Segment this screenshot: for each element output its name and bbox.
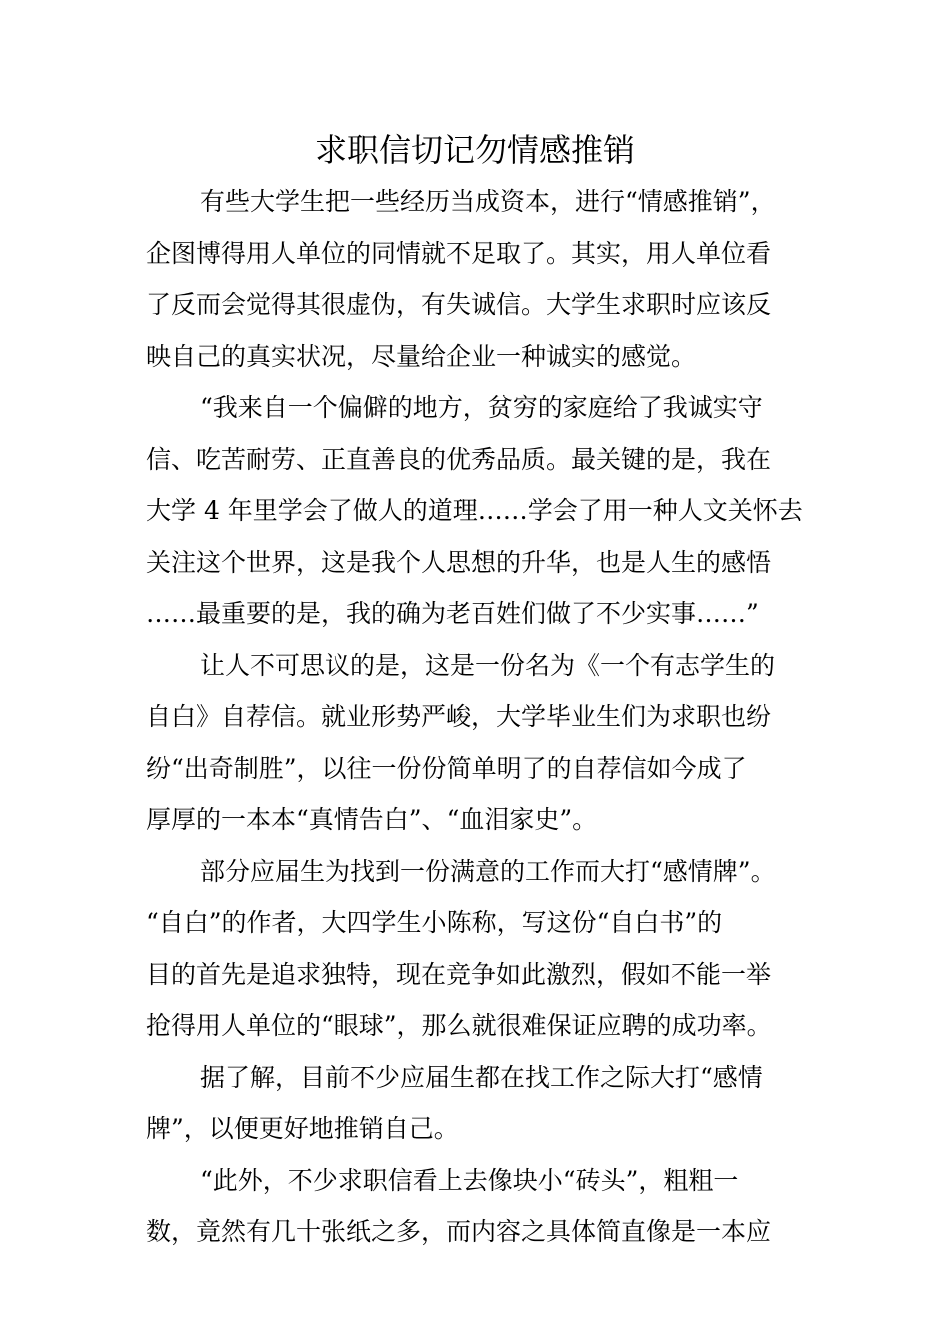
paragraph-1-line-1: 有些大学生把一些经历当成资本，进行“情感推销”， (200, 187, 776, 216)
paragraph-4-line-2: “自白”的作者，大四学生小陈称，写这份“自白书”的 (146, 908, 723, 937)
paragraph-4-line-4: 抢得用人单位的“眼球”，那么就很难保证应聘的成功率。 (146, 1011, 772, 1040)
paragraph-6-line-2: 数，竟然有几十张纸之多，而内容之具体简直像是一本应 (146, 1217, 772, 1246)
paragraph-3-line-3: 纷“出奇制胜”，以往一份份简单明了的自荐信如今成了 (146, 753, 747, 783)
paragraph-4-line-1: 部分应届生为找到一份满意的工作而大打“感情牌”。 (200, 856, 776, 886)
paragraph-6-line-1: “此外，不少求职信看上去像块小“砖头”，粗粗一 (200, 1165, 739, 1195)
paragraph-2-line-3: 大学 4 年里学会了做人的道理……学会了用一种人文关怀去 (146, 496, 803, 525)
paragraph-2-line-2: 信、吃苦耐劳、正直善良的优秀品质。最关键的是，我在 (146, 444, 772, 474)
paragraph-1-line-3: 了反而会觉得其很虚伪，有失诚信。大学生求职时应该反 (146, 290, 772, 319)
paragraph-3-line-4: 厚厚的一本本“真情告白”、“血泪家史”。 (146, 805, 598, 834)
paragraph-3-line-1: 让人不可思议的是，这是一份名为《一个有志学生的 (200, 650, 776, 680)
paragraph-3-line-2: 自白》自荐信。就业形势严峻，大学毕业生们为求职也纷 (146, 702, 772, 731)
paragraph-2-line-1: “我来自一个偏僻的地方，贫穷的家庭给了我诚实守 (200, 393, 763, 422)
paragraph-2-line-4: 关注这个世界，这是我个人思想的升华，也是人生的感悟 (146, 547, 772, 577)
document-title: 求职信切记勿情感推销 (314, 131, 635, 169)
paragraph-5-line-1: 据了解，目前不少应届生都在找工作之际大打“感情 (200, 1062, 763, 1092)
paragraph-5-line-2: 牌”，以便更好地推销自己。 (146, 1114, 459, 1143)
paragraph-2-line-5: ……最重要的是，我的确为老百姓们做了不少实事……” (146, 599, 759, 628)
paragraph-4-line-3: 目的首先是追求独特，现在竞争如此激烈，假如不能一举 (146, 959, 772, 989)
paragraph-1-line-4: 映自己的真实状况，尽量给企业一种诚实的感觉。 (146, 341, 697, 371)
document-body (146, 176, 826, 1258)
paragraph-1-line-2: 企图博得用人单位的同情就不足取了。其实，用人单位看 (146, 238, 772, 268)
